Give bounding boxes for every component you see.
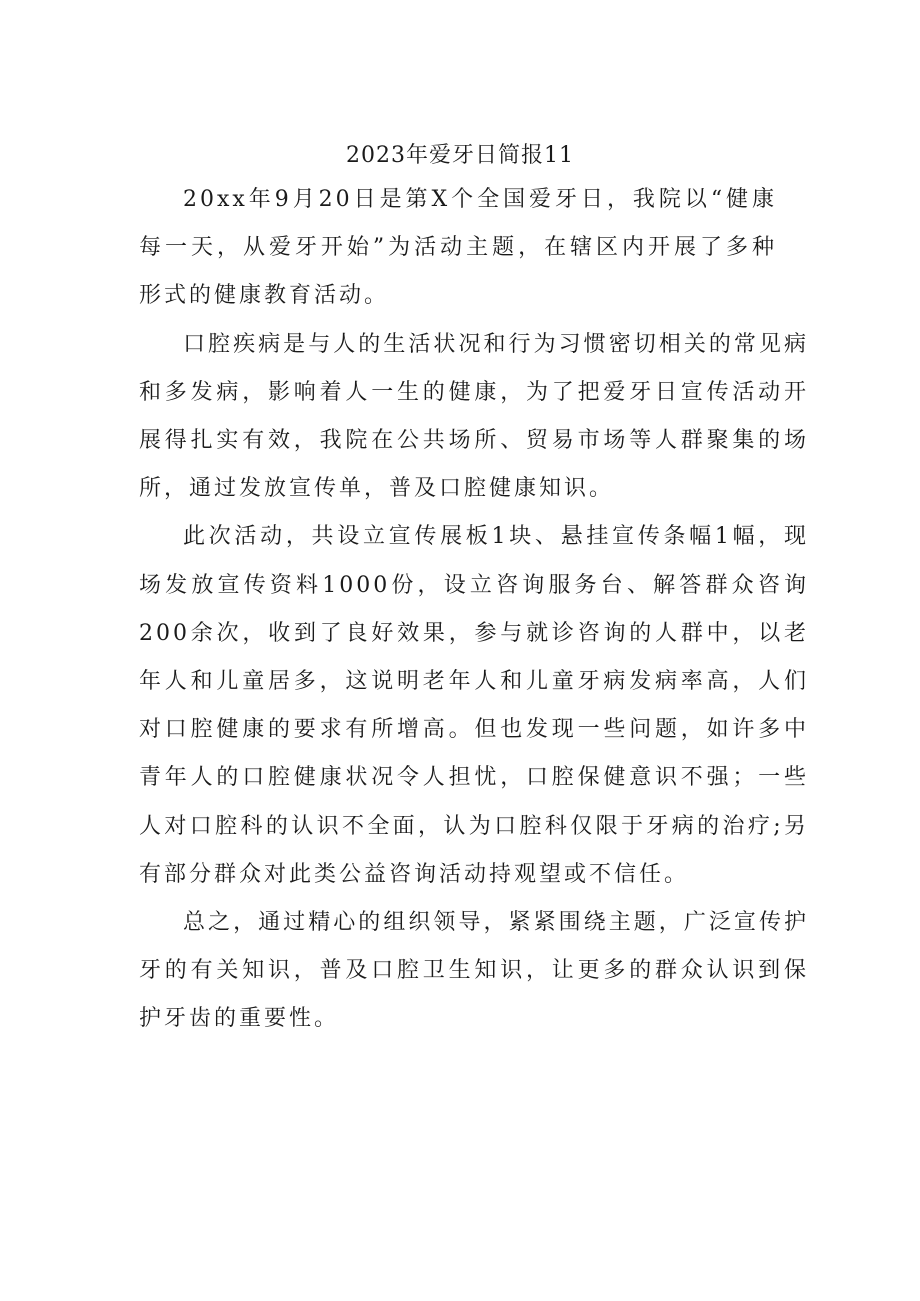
paragraph-results: 此次活动，共设立宣传展板1块、悬挂宣传条幅1幅，现场发放宣传资料1000份，设立咨询服务台、解答群众咨询200余次，收到了良好效果，参与就诊咨询的人群中，以老年人和儿童居多，这说明老年人和儿童牙病发病率高，人们对口腔健康的要求有所增高。但也发现一些问题，如许多中青年人的口腔健康状况令人担忧，口腔保健意识不强；一些人对口腔科的认识不全面，认为口腔科仅限于牙病的治疗;另有部分群众对此类公益咨询活动持观望或不信任。	[139, 524, 809, 887]
document-body	[139, 176, 809, 1044]
paragraph-conclusion: 总之，通过精心的组织领导，紧紧围绕主题，广泛宣传护牙的有关知识，普及口腔卫生知识，让更多的群众认识到保护牙齿的重要性。	[139, 910, 809, 1032]
document-title: 2023年爱牙日简报11	[346, 143, 574, 168]
paragraph-intro: 20xx年9月20日是第X个全国爱牙日，我院以“健康每一天，从爱牙开始”为活动主题，在辖区内开展了多种形式的健康教育活动。	[139, 187, 777, 309]
paragraph-background: 口腔疾病是与人的生活状况和行为习惯密切相关的常见病和多发病，影响着人一生的健康，为了把爱牙日宣传活动开展得扎实有效，我院在公共场所、贸易市场等人群聚集的场所，通过发放宣传单，普及口腔健康知识。	[139, 331, 809, 502]
